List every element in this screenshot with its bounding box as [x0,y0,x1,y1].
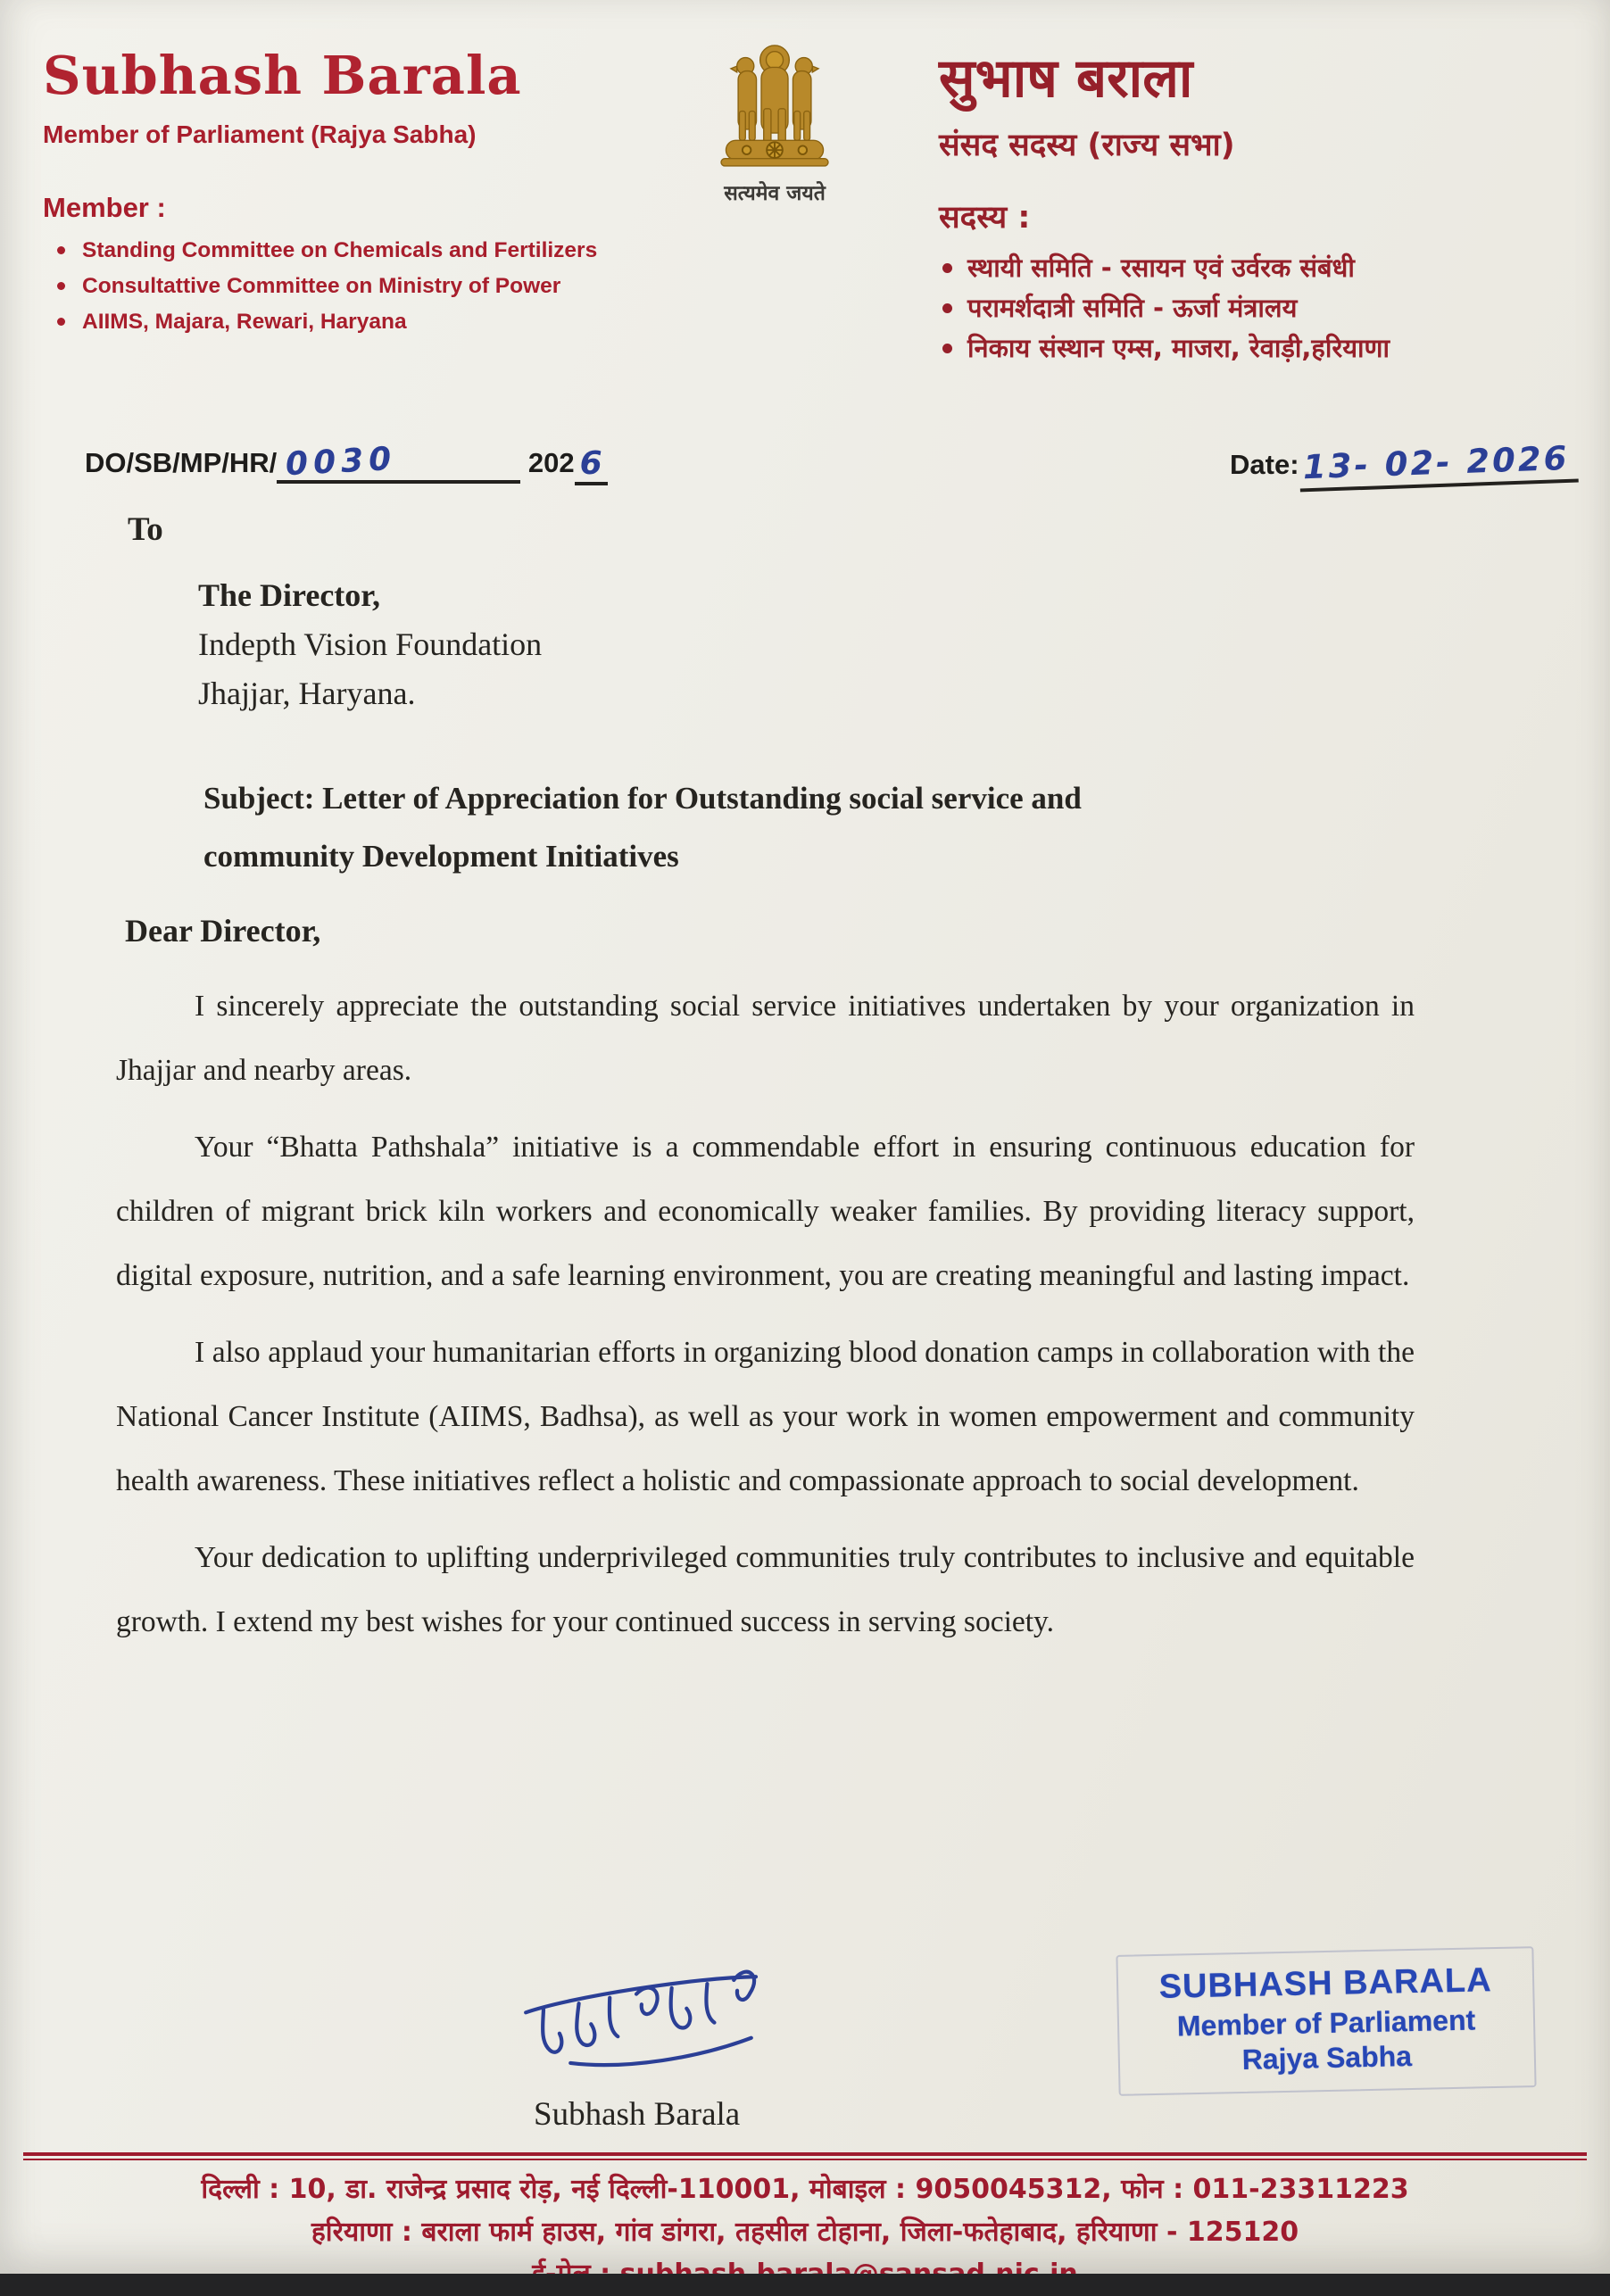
member-heading-hindi: सदस्य : [939,200,1031,236]
subject-line-1: Subject: Letter of Appreciation for Outstanding social service and [203,781,1082,816]
membership-list-hindi [942,248,1581,369]
handwritten-signature [512,1954,778,2084]
header-english [43,45,614,340]
salutation: Dear Director, [125,913,321,949]
subject-line-2: community Development Initiatives [203,839,679,874]
header-hindi [939,39,1581,369]
reference-year-handwritten: 6 [575,445,608,485]
paragraph-2: Your “Bhatta Pathshala” initiative is a commendable effort in ensuring continuous education for children of migrant brick kiln workers and economically weaker families. By providing literacy support, digital exposure, nutrition, and a safe learning environment, you are creating meaningful and lasting impact. [116,1131,1415,1292]
office-stamp [1116,1946,1536,2096]
membership-item: निकाय संस्थान एम्स, माजरा, रेवाड़ी,हरियाणा [942,328,1581,369]
footer-haryana-address: हरियाणा : बराला फार्म हाउस, गांव डांगरा, तहसील टोहाना, जिला-फतेहाबाद, हरियाणा - 125120 [311,2217,1299,2248]
mp-name-hindi: सुभाष बराला [939,47,1193,110]
stamp-house: Rajya Sabha [1241,2040,1413,2076]
footer-delhi-address: दिल्ली : 10, डा. राजेन्द्र प्रसाद रोड़, नई दिल्ली-110001, मोबाइल : 9050045312, फोन : 011-23311223 [201,2174,1409,2205]
date-label: Date: [1230,449,1299,480]
recipient-block [198,571,542,718]
letter-body [116,974,1415,1667]
reference-blank-underline [277,440,520,484]
photo-edge-strip [0,2274,1610,2296]
national-emblem [703,36,846,206]
member-heading-english: Member : [43,192,166,223]
ashoka-lion-capital-icon [708,36,842,170]
signed-name: Subhash Barala [534,2096,741,2133]
reference-year-printed: 202 [527,447,575,478]
membership-item: स्थायी समिति - रसायन एवं उर्वरक संबंधी [942,248,1581,288]
paragraph-1: I sincerely appreciate the outstanding social service initiatives undertaken by your organization in Jhajjar and nearby areas. [116,990,1415,1087]
subject-block [203,769,1257,885]
mp-title-hindi: संसद सदस्य (राज्य सभा) [939,128,1235,163]
to-label: To [128,511,163,548]
recipient-location: Jhajjar, Haryana. [198,676,416,711]
mp-title-english: Member of Parliament (Rajya Sabha) [43,120,477,148]
reference-number-line [85,440,608,484]
satyameva-jayate-motto: सत्यमेव जयते [724,182,826,205]
recipient-organization: Indepth Vision Foundation [198,626,543,662]
membership-list-english [55,233,614,340]
mp-name-english: Subhash Barala [43,45,522,106]
reference-prefix: DO/SB/MP/HR/ [85,447,278,478]
reference-number-handwritten: 0030 [285,440,398,484]
membership-item: परामर्शदात्री समिति - ऊर्जा मंत्रालय [942,288,1581,328]
membership-item: AIIMS, Majara, Rewari, Haryana [55,304,614,340]
recipient-title: The Director, [198,577,380,613]
paragraph-4: Your dedication to uplifting underprivileged communities truly contributes to inclusive and equitable growth. I extend my best wishes for your continued success in serving society. [116,1541,1415,1638]
membership-item: Standing Committee on Chemicals and Fertilizers [55,233,614,269]
stamp-name: SUBHASH BARALA [1158,1961,1492,2006]
date-line [1230,438,1578,487]
paragraph-3: I also applaud your humanitarian efforts in organizing blood donation camps in collaboration with the National Cancer Institute (AIIMS, Badhsa), as well as your work in women empowerment and community health awareness. These initiatives reflect a holistic and compassionate approach to social development. [116,1336,1415,1497]
membership-item: Consultattive Committee on Ministry of Power [55,269,614,304]
date-handwritten: 13- 02- 2026 [1299,439,1579,493]
stamp-designation: Member of Parliament [1176,2003,1476,2043]
footer-divider [23,2152,1587,2160]
